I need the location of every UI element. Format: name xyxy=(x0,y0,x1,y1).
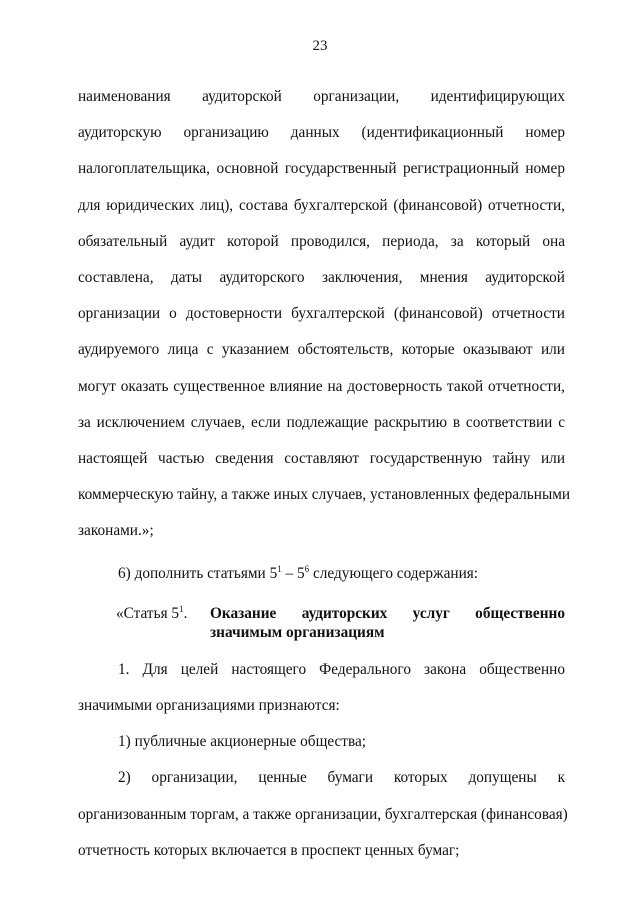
article-title-line: значимым организациям xyxy=(210,623,385,641)
text-line: могут оказать существенное влияние на достоверность такой отчетности, xyxy=(78,377,565,395)
text-line: наименования аудиторской организации, идентифицирующих xyxy=(78,88,565,105)
clause-1 xyxy=(78,652,565,724)
text-line: для юридических лиц), состава бухгалтерской (финансовой) отчетности, xyxy=(78,196,565,214)
article-label-prefix: «Статья 5 xyxy=(116,604,180,622)
text-line: значимыми организациями признаются: xyxy=(78,697,340,715)
text-line: коммерческую тайну, а также иных случаев, установленных федеральными xyxy=(78,486,571,504)
article-title xyxy=(210,604,565,642)
document-body xyxy=(78,79,571,869)
superscript: 1 xyxy=(179,603,184,614)
superscript: 6 xyxy=(304,563,310,574)
item-6-suffix: следующего содержания: xyxy=(309,564,479,582)
text-line: 2) организации, ценные бумаги которых допущены к xyxy=(118,769,565,787)
item-6-dash: – 5 xyxy=(281,564,305,582)
text-line: настоящей частью сведения составляют государственную тайну или xyxy=(78,450,565,468)
article-heading xyxy=(116,604,565,642)
text-line: 1. Для целей настоящего Федерального закона общественно xyxy=(118,660,565,678)
superscript: 1 xyxy=(277,563,282,574)
text-line: организации о достоверности бухгалтерской (финансовой) отчетности xyxy=(78,305,565,323)
clause-1-item-2 xyxy=(78,760,568,869)
page-number: 23 xyxy=(312,38,328,54)
clause-1-item-1: 1) публичные акционерные общества; xyxy=(118,733,367,751)
text-line: налогоплательщика, основной государственный регистрационный номер xyxy=(78,160,565,178)
text-line: составлена, даты аудиторского заключения, мнения аудиторской xyxy=(78,269,565,287)
article-title-line: Оказание аудиторских услуг общественно xyxy=(210,604,565,622)
text-line: аудиторскую организацию данных (идентификационный номер xyxy=(78,124,565,142)
text-line: за исключением случаев, если подлежащие раскрытию в соответствии с xyxy=(78,413,565,431)
text-line: обязательный аудит которой проводился, периода, за который она xyxy=(78,232,565,250)
item-6 xyxy=(78,556,565,592)
text-line: отчетность которых включается в проспект ценных бумаг; xyxy=(78,841,460,859)
text-line: организованным торгам, а также организации, бухгалтерская (финансовая) xyxy=(78,805,568,823)
text-line: аудируемого лица с указанием обстоятельств, которые оказывают или xyxy=(78,341,565,359)
article-label-suffix: . xyxy=(183,604,188,622)
paragraph-disclosure xyxy=(78,79,571,550)
item-6-prefix: 6) дополнить статьями 5 xyxy=(118,564,278,582)
article-label xyxy=(116,604,210,642)
text-line: законами.»; xyxy=(78,522,154,540)
